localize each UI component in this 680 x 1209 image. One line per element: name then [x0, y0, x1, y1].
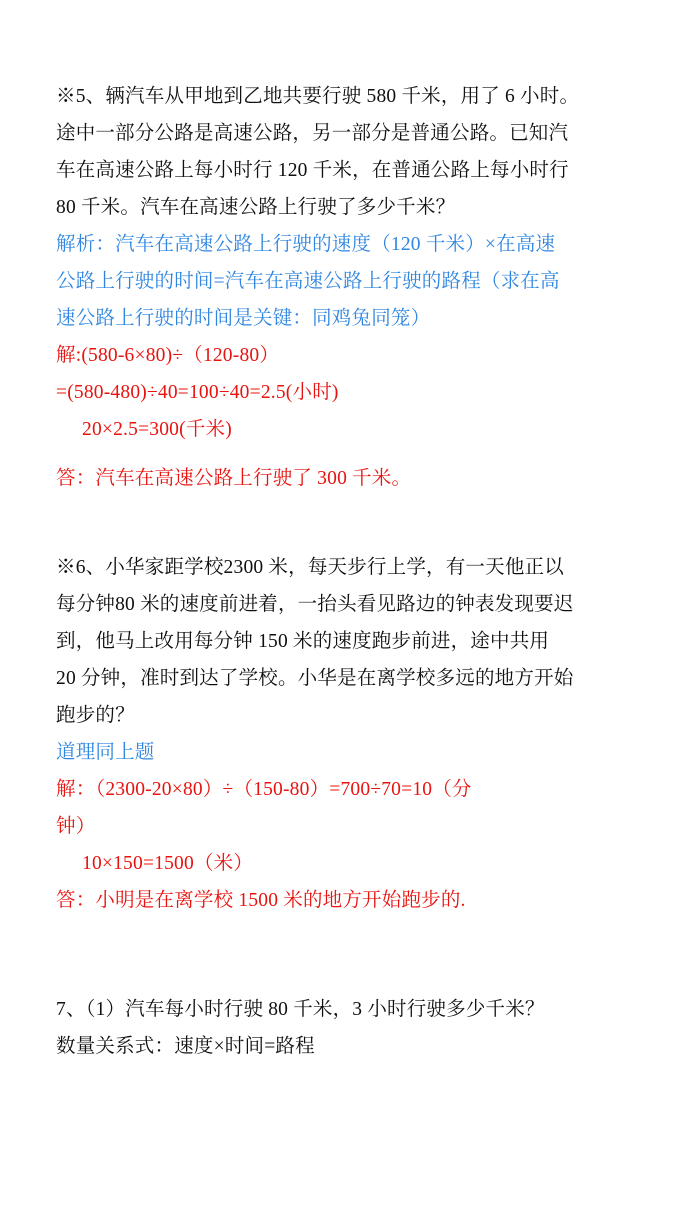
spacer	[56, 448, 624, 460]
spacer-between-5-and-6	[56, 497, 624, 549]
problem-7-question-line-1: 7、（1）汽车每小时行驶 80 千米，3 小时行驶多少千米？	[56, 999, 545, 1020]
problem-5-final-answer: 答：汽车在高速公路上行驶了 300 千米。	[56, 468, 412, 489]
problem-6-question-line-5: 跑步的？	[56, 705, 135, 726]
problem-6	[56, 549, 624, 919]
problem-6-question-line-4: 20 分钟，准时到达了学校。小华是在离学校多远的地方开始	[56, 668, 574, 689]
problem-6-solution-line-1: 解：（2300-20×80）÷（150-80）=700÷70=10（分	[56, 779, 472, 800]
spacer-between-6-and-7	[56, 919, 624, 991]
problem-6-question-line-3: 到，他马上改用每分钟 150 米的速度跑步前进，途中共用	[56, 631, 550, 652]
problem-5-solution-line-1: 解:(580-6×80)÷（120-80）	[56, 345, 280, 366]
problem-5-question-line-3: 车在高速公路上每小时行 120 千米，在普通公路上每小时行	[56, 160, 569, 181]
problem-5	[56, 78, 624, 497]
problem-5-analysis-line-1: 解析：汽车在高速公路上行驶的速度（120 千米）×在高速	[56, 234, 556, 255]
problem-7-relation-line: 数量关系式：速度×时间=路程	[56, 1036, 315, 1057]
problem-5-question-line-1: ※5、辆汽车从甲地到乙地共要行驶 580 千米，用了 6 小时。	[56, 86, 580, 107]
problem-5-question-line-4: 80 千米。汽车在高速公路上行驶了多少千米？	[56, 197, 456, 218]
problem-6-analysis-line-1: 道理同上题	[56, 742, 155, 763]
problem-5-analysis-line-3: 速公路上行驶的时间是关键：同鸡兔同笼）	[56, 308, 431, 329]
problem-5-solution-line-3: 20×2.5=300(千米)	[82, 419, 232, 440]
problem-6-question-line-1: ※6、小华家距学校2300 米，每天步行上学，有一天他正以	[56, 557, 564, 578]
problem-6-solution-line-3: 10×150=1500（米）	[82, 853, 254, 874]
problem-6-question-line-2: 每分钟80 米的速度前进着，一抬头看见路边的钟表发现要迟	[56, 594, 574, 615]
problem-7	[56, 991, 624, 1065]
problem-5-solution-line-2: =(580-480)÷40=100÷40=2.5(小时)	[56, 382, 339, 403]
problem-5-question-line-2: 途中一部分公路是高速公路，另一部分是普通公路。已知汽	[56, 123, 569, 144]
problem-6-solution-line-2: 钟）	[56, 816, 96, 837]
problem-5-analysis-line-2: 公路上行驶的时间=汽车在高速公路上行驶的路程（求在高	[56, 271, 560, 292]
problem-6-final-answer: 答：小明是在离学校 1500 米的地方开始跑步的.	[56, 890, 466, 911]
